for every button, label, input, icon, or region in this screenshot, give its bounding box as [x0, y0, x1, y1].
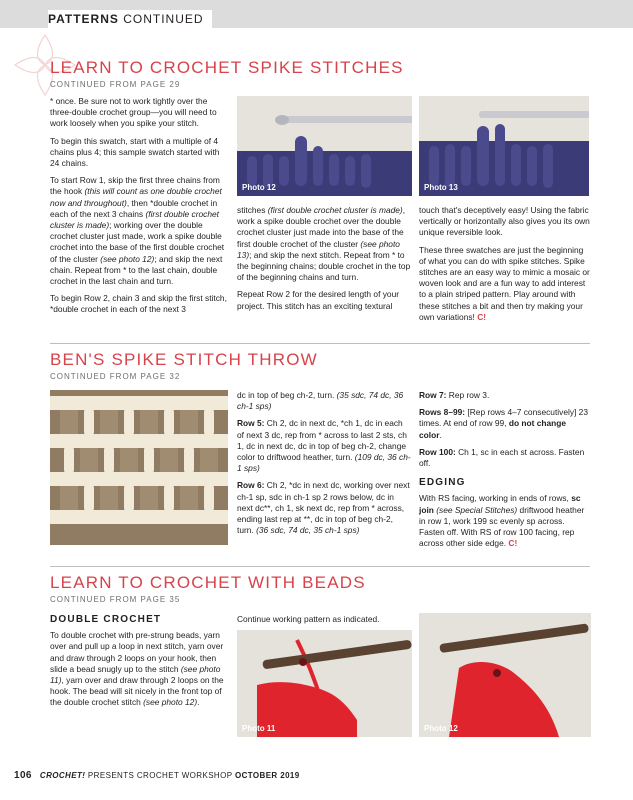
header-rest: CONTINUED — [118, 12, 204, 26]
paragraph: Repeat Row 2 for the desired length of your project. This stitch has an exciting textural — [237, 289, 400, 311]
paragraph: stitches (first double crochet cluster is made), work a spike double crochet over the double crochet cluster just made into the base of the first double crochet of the cluster (see photo 13); and skip the next stitch. Repeat from * to the beginning chains; double crochet in the top of the beginning chains and turn. — [237, 205, 411, 283]
section-header — [48, 10, 212, 28]
photo-13-label: Photo 13 — [424, 183, 458, 192]
header-bold: PATTERNS — [48, 12, 119, 26]
page-number: 106 — [14, 770, 32, 781]
footer-text: PRESENTS CROCHET WORKSHOP — [85, 771, 235, 780]
divider — [50, 343, 590, 344]
edging-heading: EDGING — [419, 477, 466, 489]
end-mark: C! — [508, 538, 518, 549]
spike-column-1 — [50, 96, 230, 322]
paragraph: With RS facing, working in ends of rows, sc join (see Special Stitches) driftwood heather in row 1, work 199 sc evenly sp across. Fasten off. With RS of row 100 facing, rep across other side edge. C! — [419, 493, 585, 549]
paragraph: To begin this swatch, start with a multiple of 4 chains plus 4; this sample swatch started with 24 chains. — [50, 135, 220, 169]
ben-column-right — [419, 390, 591, 555]
paragraph: To start Row 1, skip the first three chains from the hook (this will count as one double crochet now and throughout), then *double crochet in each of the next 3 chains (first double crochet cluster is made); working over the double crochet cluster just made, work a spike double crochet into the base of the first double crochet of the cluster (see photo 12); and skip the next chain. Repeat from * to the last chain, double crochet in the last chain and turn. — [50, 175, 225, 287]
beads-column-2 — [237, 614, 412, 631]
paragraph: These three swatches are just the beginning of what you can do with spike stitches. Spike stitches are an easy way to mimic a mosaic or woven look and are a fun way to add interest to a plain striped pattern. Play around with these stitches a bit and then try making your own variations! C! — [419, 244, 590, 322]
photo-12-beads — [419, 613, 591, 737]
spike-title: LEARN TO CROCHET SPIKE STITCHES — [50, 58, 404, 77]
brand: CROCHET! — [39, 771, 86, 780]
paragraph: * once. Be sure not to work tightly over the three-double crochet group—you will need to work loosely when you spike your stitch. — [50, 96, 217, 129]
footer — [14, 770, 300, 781]
photo-12-label: Photo 12 — [424, 724, 458, 733]
ben-continued: CONTINUED FROM PAGE 32 — [50, 372, 181, 381]
photo-13-spike — [419, 96, 589, 196]
spike-column-3 — [419, 205, 591, 329]
bead-swatch-icon — [419, 613, 591, 737]
crochet-swatch-icon — [237, 96, 412, 196]
paragraph: To begin Row 2, chain 3 and skip the first stitch, *double crochet in each of the next 3 — [50, 293, 227, 315]
paragraph: Row 7: Rep row 3. — [419, 390, 490, 400]
paragraph: Rows 8–99: [Rep rows 4–7 consecutively] 23 times. At end of row 99, do not change color. — [419, 407, 588, 440]
beads-column-1 — [50, 614, 230, 715]
paragraph: Row 100: Ch 1, sc in each st across. Fasten off. — [419, 446, 585, 469]
spike-continued: CONTINUED FROM PAGE 29 — [50, 80, 181, 89]
photo-11-beads — [237, 630, 412, 737]
double-crochet-heading: DOUBLE CROCHET — [50, 614, 162, 625]
paragraph: Continue working pattern as indicated. — [237, 614, 380, 624]
paragraph: touch that's deceptively easy! Using the fabric vertically or horizontally also gives you its own unique reversible look. — [419, 205, 590, 238]
end-mark: C! — [477, 311, 487, 322]
crochet-swatch-icon — [419, 96, 589, 196]
paragraph: dc in top of beg ch-2, turn. (35 sdc, 74 dc, 36 ch-1 sps) — [237, 390, 404, 412]
divider — [50, 566, 590, 567]
ben-title: BEN'S SPIKE STITCH THROW — [50, 350, 318, 369]
throw-swatch-photo — [50, 390, 228, 545]
issue-date: OCTOBER 2019 — [234, 771, 300, 780]
paragraph: Row 5: Ch 2, dc in next dc, *ch 1, dc in each of next 3 dc, rep from * across to last 2 sts, ch 1, dc in next dc, dc in top of beg ch-2, change color to driftwood heather, turn. (109 dc, 36 ch-1 sps) — [237, 418, 411, 474]
photo-12-label: Photo 12 — [242, 183, 276, 192]
photo-12-spike — [237, 96, 412, 196]
ben-column-middle — [237, 390, 411, 542]
beads-continued: CONTINUED FROM PAGE 35 — [50, 595, 181, 604]
spike-column-2 — [237, 205, 412, 318]
paragraph: To double crochet with pre-strung beads, yarn over and pull up a loop in next stitch, yarn over and draw through 2 loops on your hook, then slide a bead snugly up to the stitch (see photo 11), yarn over and draw through 2 loops on the hook. The bead will sit nicely in the front top of the double crochet stitch (see photo 12). — [50, 630, 224, 708]
paragraph: Row 6: Ch 2, *dc in next dc, working over next ch-1 sp, sdc in ch-1 sp 2 rows below, dc in next dc**, ch 1, sk next dc, rep from * across, ending last rep at **, dc in top of beg ch-2, turn. (36 sdc, 74 dc, 35 ch-1 sps) — [237, 480, 410, 536]
photo-11-label: Photo 11 — [242, 724, 276, 733]
woven-swatch-icon — [50, 390, 228, 545]
beads-title: LEARN TO CROCHET WITH BEADS — [50, 573, 366, 592]
bead-swatch-icon — [237, 630, 412, 737]
